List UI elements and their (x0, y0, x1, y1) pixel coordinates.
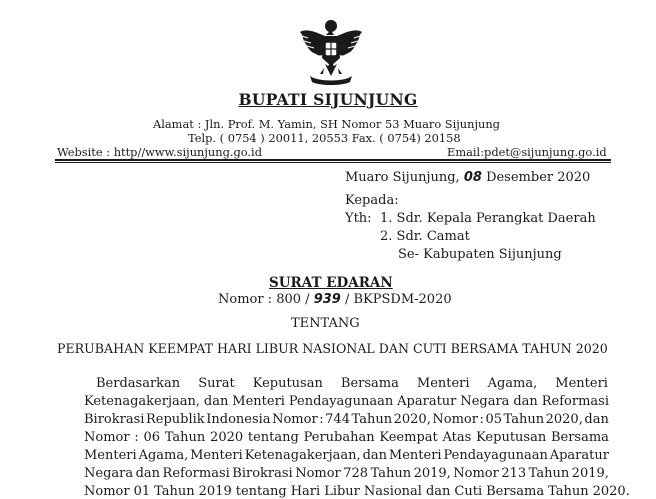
body-word: Pendayagunaan (288, 394, 394, 409)
body-word: dan (584, 412, 609, 427)
body-word: Berdasarkan (96, 376, 181, 391)
body-line-3 (84, 412, 609, 427)
body-word: 01 (133, 484, 151, 499)
body-line-1 (96, 376, 608, 391)
body-word: dan (362, 448, 388, 463)
body-word: 744 (325, 412, 350, 427)
letter-subject: PERUBAHAN KEEMPAT HARI LIBUR NASIONAL DAN CUTI BERSAMA TAHUN 2020 (57, 341, 608, 356)
body-word: Agama, (138, 448, 189, 463)
body-word: Ketenagakerjaan, (84, 394, 200, 409)
body-word: dan (135, 466, 161, 481)
body-word: Keputusan (476, 430, 547, 445)
date-month-year: Desember 2020 (486, 170, 591, 185)
body-word: Nomor (295, 466, 341, 481)
body-word: Aparatur (397, 394, 457, 409)
body-word: Menteri (84, 448, 137, 463)
body-word: Nomor (84, 484, 130, 499)
body-word: Menteri (232, 394, 285, 409)
body-word: Reformasi (541, 394, 609, 409)
body-word: Pendayagunaan (443, 448, 548, 463)
body-word: Birokrasi (84, 412, 145, 427)
letterhead-divider-thick (55, 159, 611, 161)
date-place: Muaro Sijunjung, (345, 170, 460, 185)
body-word: : (319, 412, 324, 427)
number-prefix: Nomor : 800 / (218, 292, 310, 307)
body-word: 728 (343, 466, 369, 481)
letterhead-title: BUPATI SIJUNJUNG (238, 90, 418, 109)
number-suffix: / BKPSDM-2020 (344, 292, 452, 307)
body-word: Tahun (164, 430, 206, 445)
body-line-6 (84, 466, 609, 481)
body-word: 05 (485, 412, 502, 427)
body-word: Ketenagakerjaan, (244, 448, 361, 463)
body-word: Nomor (84, 430, 130, 445)
body-word: 2019, (571, 466, 609, 481)
body-word: tentang (247, 430, 299, 445)
body-line-5 (84, 448, 609, 463)
body-word: Menteri (190, 448, 243, 463)
body-word: Tahun (528, 466, 570, 481)
body-word: Negara (460, 394, 510, 409)
letterhead-divider-thin (55, 162, 611, 163)
body-word: : (479, 412, 484, 427)
body-word: dan (203, 394, 229, 409)
letter-heading: SURAT EDARAN (269, 275, 393, 291)
body-word: 2020. (592, 484, 630, 499)
body-word: Nomor (432, 412, 478, 427)
body-word: Nasional (363, 484, 422, 499)
date-day-handwritten: 08 (463, 170, 482, 185)
tentang-label: TENTANG (291, 316, 360, 331)
body-word: Perubahan (303, 430, 375, 445)
body-word: Keputusan (252, 376, 323, 391)
recipient-item: 1. Sdr. Kepala Perangkat Daerah (380, 211, 596, 226)
body-word: Nomor (453, 466, 499, 481)
body-word: Aparatur (549, 448, 609, 463)
body-word: dan (513, 394, 538, 409)
body-word: Hari (290, 484, 321, 499)
body-word: Menteri (416, 376, 470, 391)
body-word: Bersama (486, 484, 545, 499)
yth-label: Yth: (345, 211, 372, 226)
body-word: Menteri (388, 448, 442, 463)
body-word: Tahun (351, 412, 393, 427)
body-word: Tahun (154, 484, 195, 499)
letter-date (345, 170, 590, 185)
body-word: Agama, (487, 376, 538, 391)
body-word: Republik (145, 412, 205, 427)
body-word: Cuti (454, 484, 483, 499)
body-word: Menteri (555, 376, 608, 391)
body-word: Negara (84, 466, 134, 481)
body-word: 06 (143, 430, 161, 445)
body-word: Birokrasi (232, 466, 293, 481)
body-word: 2020 (210, 430, 244, 445)
body-word: Tahun (548, 484, 589, 499)
body-word: Bersama (550, 430, 609, 445)
kepada-label: Kepada: (345, 193, 399, 208)
body-line-7 (84, 484, 630, 499)
body-word: 2020, (545, 412, 583, 427)
body-word: dan (425, 484, 451, 499)
body-word: Reformasi (162, 466, 230, 481)
letterhead-email: Email:pdet@sijunjung.go.id (447, 145, 607, 159)
body-word: Surat (198, 376, 235, 391)
body-word: 2020, (393, 412, 431, 427)
number-handwritten: 939 (313, 292, 341, 307)
body-line-2 (84, 394, 609, 409)
body-word: Libur (324, 484, 360, 499)
body-word: Indonesia (206, 412, 271, 427)
body-word: 213 (501, 466, 527, 481)
body-word: Tahun (503, 412, 545, 427)
letterhead-address: Alamat : Jln. Prof. M. Yamin, SH Nomor 53 Muaro Sijunjung (153, 117, 500, 131)
body-word: Keempat (379, 430, 438, 445)
body-line-4 (84, 430, 609, 445)
body-word: Bersama (340, 376, 399, 391)
body-word: Nomor (272, 412, 318, 427)
recipient-item: 2. Sdr. Camat (380, 229, 470, 244)
body-word: tentang (235, 484, 287, 499)
letterhead-website: Website : http//www.sijunjung.go.id (57, 145, 262, 159)
letterhead-phone: Telp. ( 0754 ) 20011, 20553 Fax. ( 0754) 20158 (188, 131, 461, 145)
recipient-item: Se- Kabupaten Sijunjung (398, 247, 562, 262)
garuda-emblem-icon (298, 18, 364, 88)
body-word: 2019, (413, 466, 451, 481)
letter-number (218, 292, 452, 307)
body-word: : (134, 430, 139, 445)
body-word: Tahun (370, 466, 412, 481)
body-word: Atas (442, 430, 472, 445)
body-word: 2019 (198, 484, 232, 499)
